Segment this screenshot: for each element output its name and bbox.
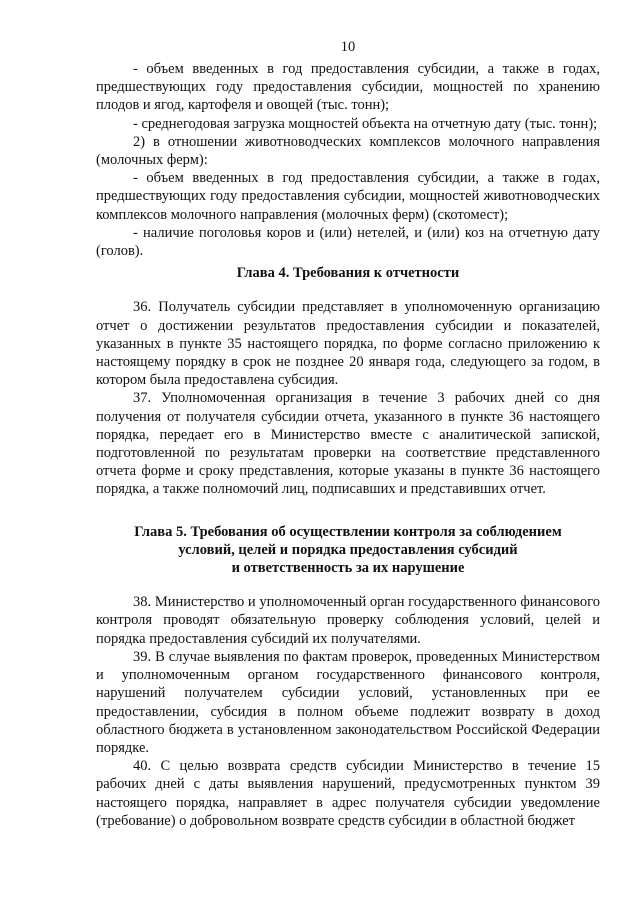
paragraph-dairy-intro: 2) в отношении животноводческих комплексов молочного направления (молочных ферм):	[96, 133, 600, 169]
paragraph-storage-volume: - объем введенных в год предоставления субсидии, а также в годах, предшествующих году предоставления субсидии, мощностей по хранению плодов и ягод, картофеля и овощей (тыс. тонн);	[96, 61, 600, 114]
paragraph-38: 38. Министерство и уполномоченный орган государственного финансового контроля проводят обязательную проверку соблюдения условий, целей и порядка предоставления субсидий их получателями.	[96, 594, 600, 647]
paragraph-37: 37. Уполномоченная организация в течение 3 рабочих дней со дня получения от получателя субсидии отчета, указанного в пункте 36 настоящего порядка, передает его в Министерство вместе с аналитической запиской, подготовленной по результатам проверки на соответствие представленного отчета форме и сроку представления, которые указаны в пункте 36 настоящего порядка, а также полномочий лиц, подписавших и представивших отчет.	[96, 390, 600, 498]
chapter-4-heading: Глава 4. Требования к отчетности	[236, 265, 460, 282]
page-number: 10	[340, 39, 356, 55]
paragraph-dairy-volume: - объем введенных в год предоставления субсидии, а также в годах, предшествующих году предоставления субсидии, мощностей животноводческих комплексов молочного направления (молочных ферм) (скотомест);	[96, 170, 600, 223]
paragraph-36: 36. Получатель субсидии представляет в уполномоченную организацию отчет о достижении результатов предоставления субсидии и показателей, указанных в пункте 35 настоящего порядка, по форме согласно приложению к настоящему порядку в срок не позднее 20 января года, следующего за годом, в котором была предоставлена субсидия.	[96, 299, 600, 389]
chapter-5-heading-line-1: Глава 5. Требования об осуществлении контроля за соблюдением	[134, 523, 562, 540]
paragraph-39: 39. В случае выявления по фактам проверок, проведенных Министерством и уполномоченным органом государственного финансового контроля, нарушений получателем субсидии условий, установленных при ее предоставлении, субсидия в полном объеме подлежит возврату в доход областного бюджета в установленном законодательством Российской Федерации порядке.	[96, 648, 600, 756]
document-body	[96, 60, 600, 830]
paragraph-livestock: - наличие поголовья коров и (или) нетелей, и (или) коз на отчетную дату (голов).	[96, 224, 600, 260]
chapter-5-heading-line-2: условий, целей и порядка предоставления субсидий	[178, 541, 518, 558]
chapter-5-heading	[96, 523, 600, 578]
paragraph-storage-load: - среднегодовая загрузка мощностей объекта на отчетную дату (тыс. тонн);	[133, 115, 598, 132]
paragraph-40: 40. С целью возврата средств субсидии Министерство в течение 15 рабочих дней с даты выявления нарушений, предусмотренных пунктом 39 настоящего порядка, направляет в адрес получателя субсидии уведомление (требование) о добровольном возврате средств субсидии в областной бюджет	[96, 758, 600, 829]
chapter-5-heading-line-3: и ответственность за их нарушение	[231, 560, 465, 577]
